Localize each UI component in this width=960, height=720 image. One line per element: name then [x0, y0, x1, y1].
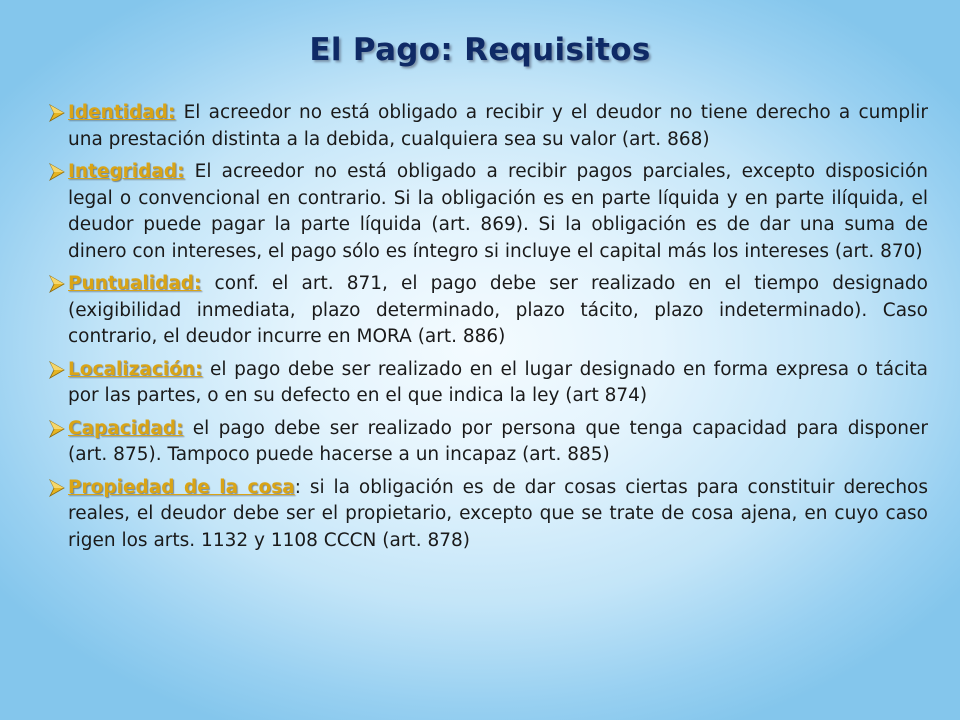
gold-diamond-arrow-icon [48, 162, 66, 182]
description-integridad: El acreedor no está obligado a recibir pagos parciales, excepto disposición legal o convencional en contrario. Si la obligación es en parte líquida y en parte ilíquida, el deudor puede pagar la parte líquida (art. 869). Si la obligación es de dar una suma de dinero con intereses, el pago sólo es íntegro si incluye el capital más los intereses (art. 870) [68, 161, 928, 262]
slide-title: El Pago: Requisitos [309, 32, 651, 68]
list-item-puntualidad [48, 271, 928, 351]
gold-diamond-arrow-icon [48, 103, 66, 123]
description-identidad: El acreedor no está obligado a recibir y el deudor no tiene derecho a cumplir una prestación distinta a la debida, cualquiera sea su valor (art. 868) [68, 102, 928, 150]
gold-diamond-arrow-icon [48, 478, 66, 498]
list-item-localizacion [48, 357, 928, 410]
list-item-identidad [48, 100, 928, 153]
gold-diamond-arrow-icon [48, 274, 66, 294]
gold-diamond-arrow-icon [48, 419, 66, 439]
description-capacidad: el pago debe ser realizado por persona que tenga capacidad para disponer (art. 875). Tampoco puede hacerse a un incapaz (art. 885) [68, 417, 928, 465]
term-localizacion: Localización: [68, 358, 203, 380]
description-localizacion: el pago debe ser realizado en el lugar designado en forma expresa o tácita por las partes, o en su defecto en el que indica la ley (art 874) [68, 358, 928, 406]
term-propiedad: Propiedad de la cosa [68, 476, 295, 498]
gold-diamond-arrow-icon [48, 360, 66, 380]
description-puntualidad: conf. el art. 871, el pago debe ser realizado en el tiempo designado (exigibilidad inmediata, plazo determinado, plazo tácito, plazo indeterminado). Caso contrario, el deudor incurre en MORA (art. 886) [68, 273, 928, 347]
bullet-list [48, 100, 928, 560]
term-capacidad: Capacidad: [68, 417, 184, 439]
term-puntualidad: Puntualidad: [68, 273, 202, 294]
term-identidad: Identidad: [68, 102, 176, 123]
list-item-propiedad [48, 475, 928, 555]
description-propiedad: : si la obligación es de dar cosas ciertas para constituir derechos reales, el deudor debe ser el propietario, excepto que se trate de cosa ajena, en cuyo caso rigen los arts. 1132 y 1108 CCCN (art. 878) [68, 476, 929, 551]
term-integridad: Integridad: [68, 161, 185, 182]
list-item-integridad [48, 159, 928, 265]
list-item-capacidad [48, 416, 928, 469]
